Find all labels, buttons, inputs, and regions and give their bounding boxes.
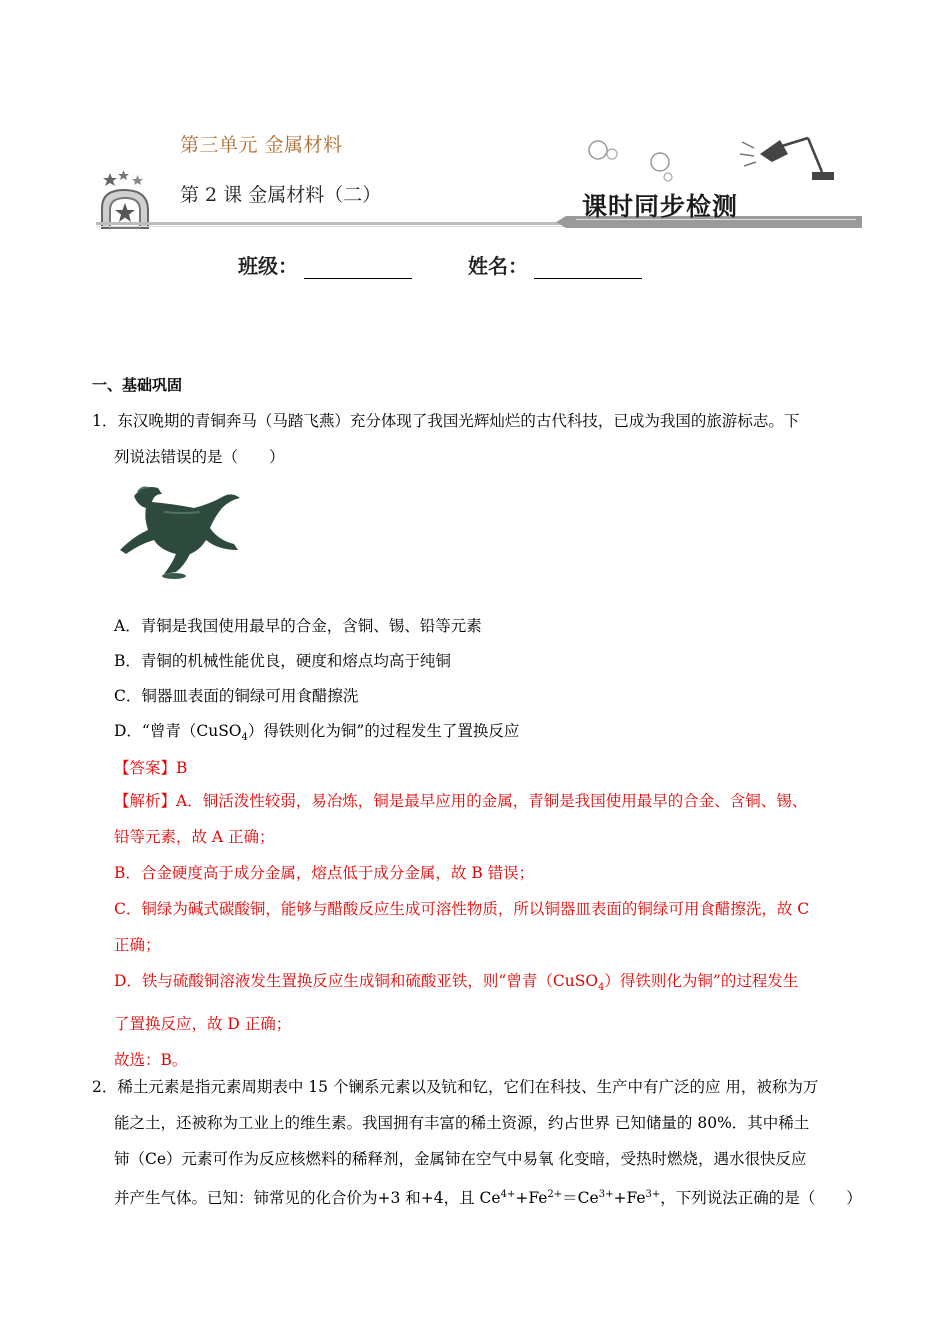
question-2-stem: [92, 1069, 867, 1216]
question-1-line: 列说法错误的是（ ）: [114, 448, 285, 466]
class-blank[interactable]: [304, 258, 412, 279]
question-2-line: 铈（Ce）元素可作为反应核燃料的稀释剂，金属铈在空气中易氧 化变暗，受热时燃烧，遇水很快反应: [114, 1150, 807, 1168]
name-field: [468, 250, 642, 279]
answer: 【答案】B: [114, 759, 188, 777]
unit-title: 第三单元 金属材料: [180, 134, 343, 156]
analysis-line: 了置换反应，故 D 正确；: [114, 1015, 292, 1034]
question-2-line: 2．稀土元素是指元素周期表中 15 个镧系元素以及钪和钇，它们在科技、生产中有广泛的应 用，被称为万: [92, 1078, 819, 1096]
question-1-stem: [92, 403, 867, 475]
conclusion: 故选：B。: [114, 1051, 188, 1070]
name-label: 姓名：: [468, 254, 528, 278]
analysis: [114, 783, 867, 1078]
class-label: 班级：: [238, 254, 298, 278]
lesson-title: 第 2 课 金属材料（二）: [180, 184, 382, 206]
option-c: C．铜器皿表面的铜绿可用食醋擦洗: [114, 687, 359, 705]
option-a: A．青铜是我国使用最早的合金，含铜、锡、铅等元素: [114, 617, 482, 635]
option-b: B．青铜的机械性能优良，硬度和熔点均高于纯铜: [114, 652, 451, 670]
question-1-line: 1．东汉晚期的青铜奔马（马踏飞燕）充分体现了我国光辉灿烂的古代科技，已成为我国的旅游标志。下: [92, 412, 800, 430]
option-d: D．“曾青（CuSO$_4$）得铁则化为铜”的过程发生了置换反应: [114, 722, 520, 744]
analysis-line: 铅等元素，故 A 正确；: [114, 828, 275, 846]
section-title: 一、基础巩固: [92, 376, 183, 394]
sync-test-title: 课时同步检测: [582, 192, 739, 221]
analysis-line: B．合金硬度高于成分金属，熔点低于成分金属，故 B 错误；: [114, 864, 535, 882]
analysis-line: 【解析】A．铜活泼性较弱，易冶炼，铜是最早应用的金属，青铜是我国使用最早的合金、含铜、锡、: [114, 792, 808, 810]
question-2-line: 能之土，还被称为工业上的维生素。我国拥有丰富的稀土资源，约占世界 已知储量的 80%．其中稀土: [114, 1114, 810, 1132]
header-rule: [96, 216, 862, 230]
class-field: [238, 250, 412, 279]
bronze-horse-image: [114, 478, 248, 582]
question-2-line: 并产生气体。已知：铈常见的化合价为+3 和+4，且 $Ce^{4+}+Fe^{2+}=Ce^{3+}+Fe^{3+}$，下列说法正确的是（ ）: [114, 1189, 862, 1208]
analysis-line: C．铜绿为碱式碳酸铜，能够与醋酸反应生成可溶性物质，所以铜器皿表面的铜绿可用食醋擦洗，故 C: [114, 900, 810, 918]
decorative-lamp-icon: [582, 132, 862, 192]
analysis-line: D．铁与硫酸铜溶液发生置换反应生成铜和硫酸亚铁，则“曾青（CuSO$_4$）得铁则化为铜”的过程发生: [114, 972, 799, 994]
name-blank[interactable]: [534, 258, 642, 279]
analysis-line: 正确；: [114, 936, 161, 954]
